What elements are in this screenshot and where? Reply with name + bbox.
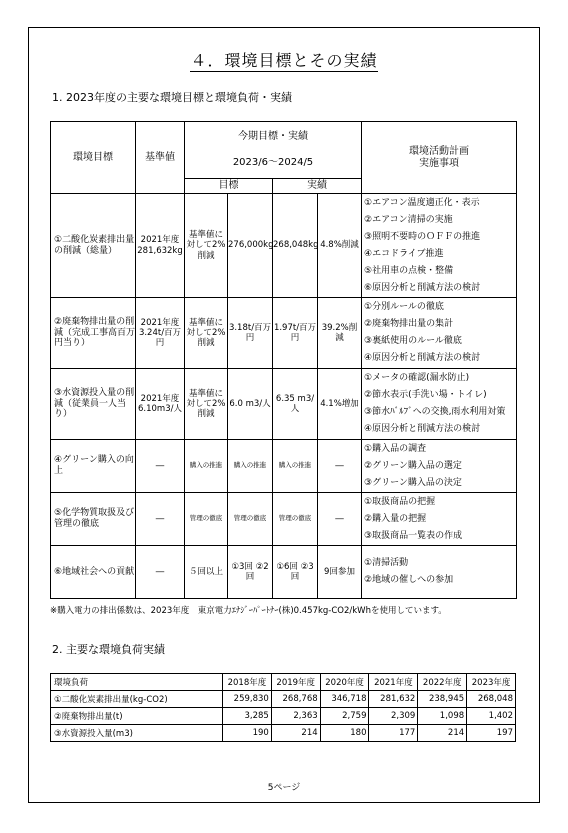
plan-item: ④原因分析と削減方法の検討	[364, 353, 481, 363]
table-header-row	[51, 674, 516, 691]
value-cell: 259,830	[223, 691, 272, 708]
row-label: ②廃棄物排出量(t)	[51, 708, 223, 725]
page-title: ４．環境目標とその実績	[190, 51, 378, 70]
target-cell: ５回以上	[185, 546, 228, 599]
plan-cell	[362, 298, 517, 369]
value-cell: 190	[223, 725, 272, 742]
table-row	[51, 194, 517, 298]
header-period	[185, 122, 362, 179]
plan-item: ①エアコン温度適正化・表示	[364, 197, 480, 208]
plan-item: ③裏紙使用のルール徹底	[364, 336, 462, 346]
value-cell: 2,363	[271, 708, 320, 725]
header-year: 2023年度	[467, 674, 516, 691]
plan-item: ②節水表示(手洗い場・トイレ)	[364, 390, 487, 400]
target-value-cell: 購入の推進	[228, 440, 273, 493]
target-cell: 基準値に対して2%削減	[185, 369, 228, 440]
base-cell: ―	[136, 546, 185, 599]
value-cell: 3,285	[223, 708, 272, 725]
result-value-cell: 1.97t/百万円	[273, 298, 318, 369]
plan-item: ⑥原因分析と削減方法の検討	[364, 282, 481, 293]
header-year: 2019年度	[271, 674, 320, 691]
plan-cell	[362, 493, 517, 546]
value-cell: 197	[467, 725, 516, 742]
value-cell: 2,759	[320, 708, 369, 725]
plan-item: ②エアコン清掃の実施	[364, 214, 453, 225]
target-value-cell: 3.18t/百万円	[228, 298, 273, 369]
base-cell: 2021年度6.10m3/人	[136, 369, 185, 440]
table-row	[51, 369, 517, 440]
header-target: 目標	[185, 179, 273, 194]
target-cell: 管理の徹底	[185, 493, 228, 546]
plan-item: ①メータの確認(漏水防止)	[364, 373, 470, 383]
result-rate-cell: 4.8%削減	[318, 194, 362, 298]
environmental-goals-table	[50, 121, 517, 599]
header-load: 環境負荷	[51, 674, 223, 691]
plan-item: ⑤社用車の点検・整備	[364, 265, 454, 276]
table-row	[51, 691, 516, 708]
goal-cell: ②廃棄物排出量の削減（完成工事高百万円当り）	[51, 298, 136, 369]
plan-item: ③照明不要時のＯＦＦの推進	[364, 231, 481, 242]
value-cell: 1,098	[418, 708, 467, 725]
value-cell: 1,402	[467, 708, 516, 725]
plan-item: ④エコドライブ推進	[364, 248, 444, 259]
target-value-cell: 管理の徹底	[228, 493, 273, 546]
value-cell: 214	[418, 725, 467, 742]
target-value-cell: 6.0 m3/人	[228, 369, 273, 440]
value-cell: 180	[320, 725, 369, 742]
target-cell: 基準値に対して2%削減	[185, 298, 228, 369]
target-cell: 購入の推進	[185, 440, 228, 493]
plan-item: ②購入量の把握	[364, 513, 427, 524]
header-period-title: 今期目標・実績	[238, 131, 308, 142]
result-value-cell: 268,048kg	[273, 194, 318, 298]
value-cell: 346,718	[320, 691, 369, 708]
plan-item: ①分別ルールの徹底	[364, 302, 444, 312]
goal-cell: ①二酸化炭素排出量の削減（総量）	[51, 194, 136, 298]
header-plan-line2: 実施事項	[419, 157, 459, 169]
emission-factor-note: ※購入電力の排出係数は、2023年度 東京電力ｴﾅｼﾞｰﾊﾟｰﾄﾅｰ(株)0.457kg-CO2/kWhを使用しています。	[50, 606, 447, 616]
base-cell: ―	[136, 440, 185, 493]
plan-cell	[362, 369, 517, 440]
header-year: 2021年度	[369, 674, 418, 691]
header-plan	[362, 122, 517, 194]
result-value-cell: ①6回 ②3回	[273, 546, 318, 599]
goal-cell: ④グリーン購入の向上	[51, 440, 136, 493]
target-value-cell: 276,000kg	[228, 194, 273, 298]
result-rate-cell: 9回参加	[318, 546, 362, 599]
header-year: 2018年度	[223, 674, 272, 691]
plan-item: ②廃棄物排出量の集計	[364, 319, 454, 329]
target-cell: 基準値に対して2%削減	[185, 194, 228, 298]
header-base: 基準値	[136, 122, 185, 194]
plan-item: ③取扱商品一覧表の作成	[364, 530, 463, 541]
table-row	[51, 440, 517, 493]
header-year: 2020年度	[320, 674, 369, 691]
table-row	[51, 725, 516, 742]
value-cell: 2,309	[369, 708, 418, 725]
plan-cell	[362, 546, 517, 599]
value-cell: 268,048	[467, 691, 516, 708]
value-cell: 268,768	[271, 691, 320, 708]
table-row	[51, 493, 517, 546]
section2-heading: 2. 主要な環境負荷実績	[52, 643, 165, 656]
result-rate-cell: ―	[318, 493, 362, 546]
goal-cell: ⑤化学物質取扱及び管理の徹底	[51, 493, 136, 546]
header-year: 2022年度	[418, 674, 467, 691]
table-row	[51, 298, 517, 369]
result-rate-cell: 4.1%増加	[318, 369, 362, 440]
header-result: 実績	[273, 179, 362, 194]
base-cell: 2021年度3.24t/百万円	[136, 298, 185, 369]
target-value-cell: ①3回 ②2回	[228, 546, 273, 599]
result-value-cell: 購入の推進	[273, 440, 318, 493]
value-cell: 281,632	[369, 691, 418, 708]
plan-item: ①購入品の調査	[364, 443, 427, 454]
environmental-load-table	[50, 673, 516, 742]
result-value-cell: 6.35 m3/人	[273, 369, 318, 440]
plan-item: ②地域の催しへの参加	[364, 575, 454, 585]
result-value-cell: 管理の徹底	[273, 493, 318, 546]
row-label: ③水資源投入量(m3)	[51, 725, 223, 742]
plan-item: ①清掃活動	[364, 558, 409, 568]
page-number: 5ページ	[267, 783, 301, 793]
plan-item: ③節水ﾊﾞﾙﾌﾞへの交換,雨水利用対策	[364, 407, 506, 417]
table-row	[51, 708, 516, 725]
plan-item: ④原因分析と削減方法の検討	[364, 424, 481, 434]
plan-item: ②グリーン購入品の選定	[364, 460, 462, 471]
header-period-range: 2023/6～2024/5	[232, 157, 314, 168]
value-cell: 214	[271, 725, 320, 742]
base-cell: 2021年度281,632kg	[136, 194, 185, 298]
plan-cell	[362, 440, 517, 493]
value-cell: 238,945	[418, 691, 467, 708]
row-label: ①二酸化炭素排出量(kg-CO2)	[51, 691, 223, 708]
table-row	[51, 546, 517, 599]
goal-cell: ③水資源投入量の削減（従業員一人当り）	[51, 369, 136, 440]
plan-cell	[362, 194, 517, 298]
header-goal: 環境目標	[51, 122, 136, 194]
goal-cell: ⑥地域社会への貢献	[51, 546, 136, 599]
result-rate-cell: 39.2%削減	[318, 298, 362, 369]
section1-heading: 1. 2023年度の主要な環境目標と環境負荷・実績	[52, 91, 292, 104]
base-cell: ―	[136, 493, 185, 546]
plan-item: ①取扱商品の把握	[364, 496, 436, 507]
plan-item: ③グリーン購入品の決定	[364, 477, 462, 488]
header-plan-line1: 環境活動計画	[409, 145, 469, 157]
value-cell: 177	[369, 725, 418, 742]
result-rate-cell: ―	[318, 440, 362, 493]
